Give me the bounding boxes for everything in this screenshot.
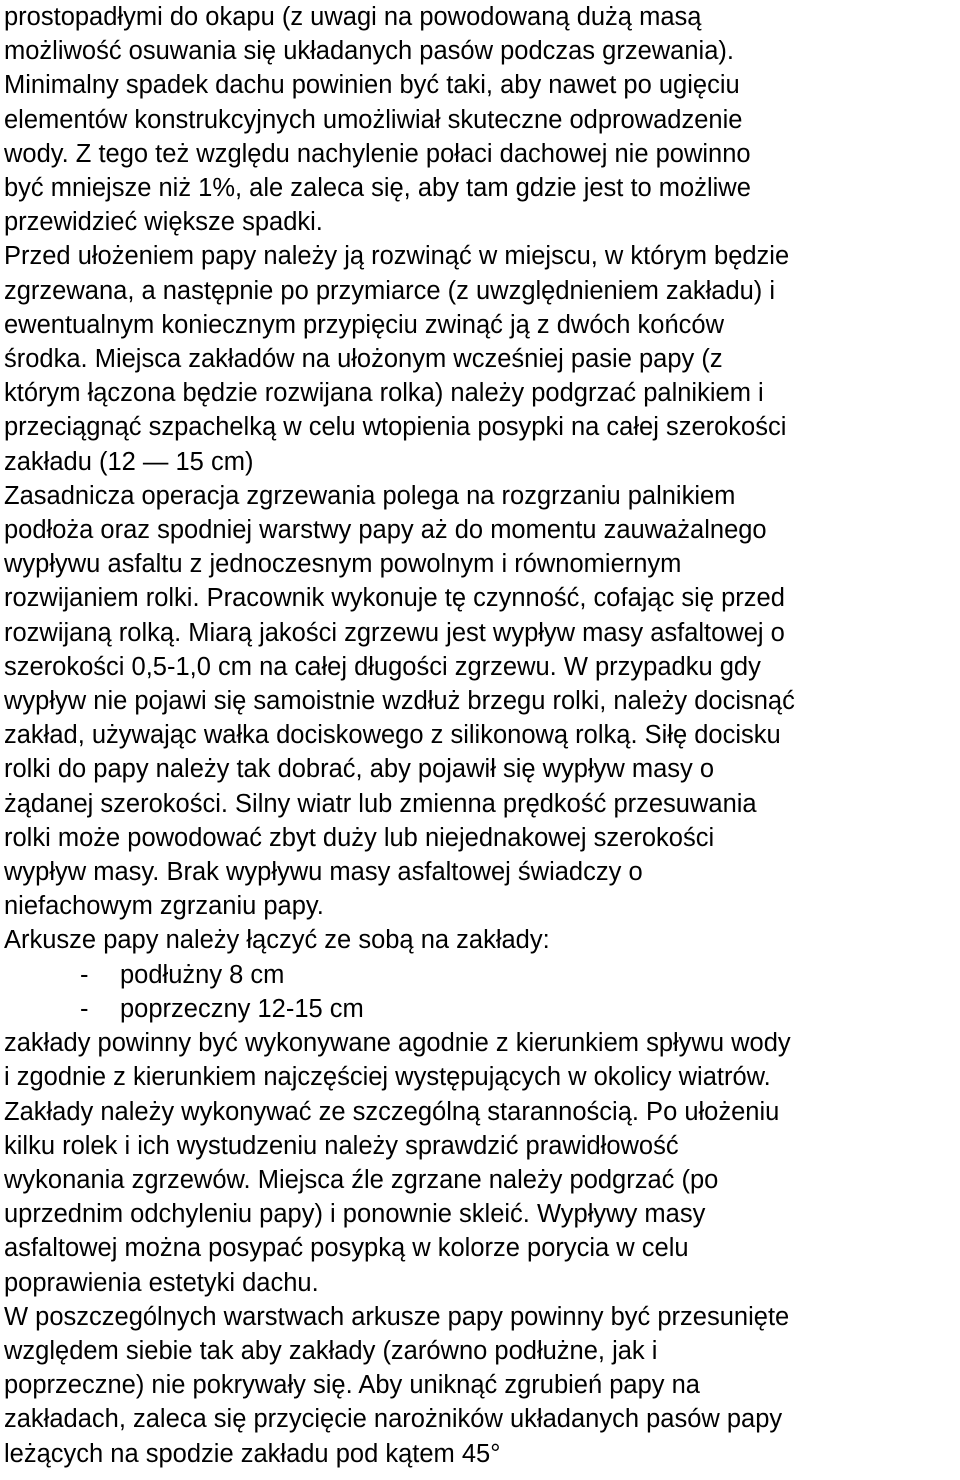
text-line: kilku rolek i ich wystudzeniu należy sprawdzić prawidłowość bbox=[4, 1131, 679, 1160]
text-line: wypływu asfaltu z jednoczesnym powolnym i równomiernym bbox=[4, 550, 682, 579]
text-line: poprzeczne) nie pokrywały się. Aby uniknąć zgrubień papy na bbox=[4, 1371, 700, 1400]
text-line: prostopadłymi do okapu (z uwagi na powodowaną dużą masą bbox=[4, 3, 702, 31]
text-line: zakłady powinny być wykonywane agodnie z kierunkiem spływu wody bbox=[4, 1029, 791, 1058]
text-line: którym łączona będzie rozwijana rolka) należy podgrzać palnikiem i bbox=[4, 379, 764, 408]
text-line: wypływ masy. Brak wypływu masy asfaltowej świadczy o bbox=[4, 858, 643, 887]
text-line: Przed ułożeniem papy należy ją rozwinąć w miejscu, w którym będzie bbox=[4, 242, 790, 271]
text-line: przeciągnąć szpachelką w celu wtopienia posypki na całej szerokości bbox=[4, 413, 787, 442]
text-line: Minimalny spadek dachu powinien być taki, aby nawet po ugięciu bbox=[4, 71, 740, 100]
text-line: wykonania zgrzewów. Miejsca źle zgrzane należy podgrzać (po bbox=[4, 1165, 719, 1194]
text-line: rolki do papy należy tak dobrać, aby pojawił się wypływ masy o bbox=[4, 755, 715, 784]
text-line: środka. Miejsca zakładów na ułożonym wcześniej pasie papy (z bbox=[4, 345, 723, 374]
text-line: możliwość osuwania się układanych pasów podczas grzewania). bbox=[4, 37, 734, 66]
list-item-text: podłużny 8 cm bbox=[120, 960, 285, 989]
text-line: elementów konstrukcyjnych umożliwiał skuteczne odprowadzenie bbox=[4, 105, 743, 134]
paragraph-overlaps bbox=[4, 923, 956, 1299]
text-line: Arkusze papy należy łączyć ze sobą na zakłady: bbox=[4, 926, 550, 955]
list-item-text: poprzeczny 12-15 cm bbox=[120, 994, 364, 1023]
text-line: ewentualnym koniecznym przypięciu zwinąć ją z dwóch końców bbox=[4, 310, 724, 339]
text-line: zakład, używając wałka dociskowego z silikonową rolką. Siłę docisku bbox=[4, 721, 781, 750]
list-dash: - bbox=[80, 960, 89, 989]
text-line: rolki może powodować zbyt duży lub niejednakowej szerokości bbox=[4, 823, 715, 852]
text-line: zgrzewana, a następnie po przymiarce (z uwzględnieniem zakładu) i bbox=[4, 276, 776, 305]
text-line: uprzednim odchyleniu papy) i ponownie skleić. Wypływy masy bbox=[4, 1200, 706, 1229]
text-line: zakładach, zaleca się przycięcie narożników układanych pasów papy bbox=[4, 1405, 783, 1434]
text-line: wody. Z tego też względu nachylenie połaci dachowej nie powinno bbox=[4, 139, 751, 168]
text-line: leżących na spodzie zakładu pod kątem 45° bbox=[4, 1439, 501, 1468]
text-line: rozwijaną rolką. Miarą jakości zgrzewu jest wypływ masy asfaltowej o bbox=[4, 618, 785, 647]
text-line: i zgodnie z kierunkiem najczęściej występujących w okolicy wiatrów. bbox=[4, 1063, 771, 1092]
document-page bbox=[4, 0, 956, 1471]
text-line: Zakłady należy wykonywać ze szczególną starannością. Po ułożeniu bbox=[4, 1097, 780, 1126]
text-line: Zasadnicza operacja zgrzewania polega na rozgrzaniu palnikiem bbox=[4, 481, 736, 510]
text-line: być mniejsze niż 1%, ale zaleca się, aby tam gdzie jest to możliwe bbox=[4, 174, 751, 203]
paragraph-roof-slope bbox=[4, 0, 956, 239]
text-line: W poszczególnych warstwach arkusze papy powinny być przesunięte bbox=[4, 1302, 790, 1331]
text-line: asfaltowej można posypać posypką w kolorze porycia w celu bbox=[4, 1234, 689, 1263]
text-line: podłoża oraz spodniej warstwy papy aż do momentu zauważalnego bbox=[4, 516, 767, 545]
text-line: rozwijaniem rolki. Pracownik wykonuje tę czynność, cofając się przed bbox=[4, 584, 785, 613]
paragraph-unrolling bbox=[4, 239, 956, 478]
paragraph-welding bbox=[4, 479, 956, 924]
paragraph-layers bbox=[4, 1300, 956, 1471]
text-line: wypływ nie pojawi się samoistnie wzdłuż brzegu rolki, należy docisnąć bbox=[4, 687, 795, 716]
list-item bbox=[4, 958, 956, 992]
text-line: poprawienia estetyki dachu. bbox=[4, 1268, 319, 1297]
text-line: przewidzieć większe spadki. bbox=[4, 208, 323, 237]
text-line: zakładu (12 — 15 cm) bbox=[4, 447, 254, 476]
text-line: niefachowym zgrzaniu papy. bbox=[4, 892, 324, 921]
text-line: żądanej szerokości. Silny wiatr lub zmienna prędkość przesuwania bbox=[4, 789, 757, 818]
list-item bbox=[4, 992, 956, 1026]
text-line: szerokości 0,5-1,0 cm na całej długości zgrzewu. W przypadku gdy bbox=[4, 652, 761, 681]
list-dash: - bbox=[80, 994, 89, 1023]
text-line: względem siebie tak aby zakłady (zarówno podłużne, jak i bbox=[4, 1336, 658, 1365]
